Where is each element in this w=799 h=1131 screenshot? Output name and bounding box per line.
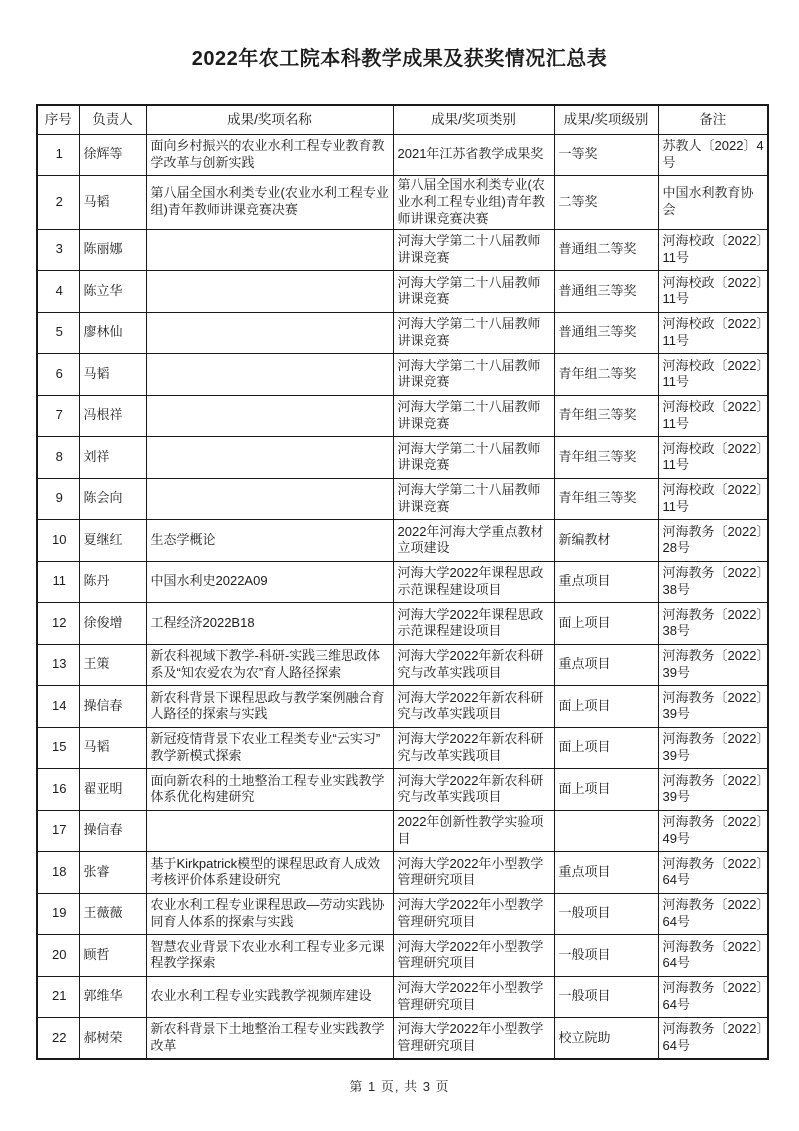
awards-table	[36, 104, 769, 1060]
cell-note: 中国水利教育协会	[658, 176, 768, 230]
cell-category: 河海大学第二十八届教师讲课竞赛	[393, 312, 554, 354]
cell-category: 2021年江苏省教学成果奖	[393, 134, 554, 176]
cell-index: 19	[37, 893, 79, 935]
cell-name: 新冠疫情背景下农业工程类专业“云实习”教学新模式探索	[146, 727, 393, 769]
table-row	[37, 810, 768, 852]
cell-person: 顾哲	[79, 935, 146, 977]
cell-person: 操信春	[79, 810, 146, 852]
cell-note: 河海教务〔2022〕39号	[658, 727, 768, 769]
cell-index: 1	[37, 134, 79, 176]
cell-note: 河海校政〔2022〕11号	[658, 395, 768, 437]
cell-level: 普通组三等奖	[554, 312, 658, 354]
cell-name: 新农科视域下教学-科研-实践三维思政体系及“知农爱农为农”育人路径探索	[146, 644, 393, 686]
cell-note: 河海校政〔2022〕11号	[658, 229, 768, 271]
cell-level: 一般项目	[554, 976, 658, 1018]
cell-person: 陈立华	[79, 271, 146, 313]
cell-note: 河海校政〔2022〕11号	[658, 478, 768, 520]
cell-person: 郭维华	[79, 976, 146, 1018]
cell-name	[146, 478, 393, 520]
cell-name	[146, 395, 393, 437]
cell-name: 新农科背景下土地整治工程专业实践教学改革	[146, 1018, 393, 1060]
cell-category: 河海大学第二十八届教师讲课竞赛	[393, 395, 554, 437]
table-row	[37, 478, 768, 520]
table-row	[37, 354, 768, 396]
col-header-level: 成果/奖项级别	[554, 105, 658, 134]
cell-name: 新农科背景下课程思政与教学案例融合育人路径的探索与实践	[146, 686, 393, 728]
cell-level: 一般项目	[554, 893, 658, 935]
cell-category: 河海大学2022年新农科研究与改革实践项目	[393, 769, 554, 811]
cell-category: 河海大学第二十八届教师讲课竞赛	[393, 437, 554, 479]
cell-index: 13	[37, 644, 79, 686]
table-row	[37, 686, 768, 728]
cell-note: 河海教务〔2022〕64号	[658, 1018, 768, 1060]
cell-category: 河海大学2022年新农科研究与改革实践项目	[393, 686, 554, 728]
col-header-category: 成果/奖项类别	[393, 105, 554, 134]
cell-name	[146, 229, 393, 271]
cell-person: 廖林仙	[79, 312, 146, 354]
cell-index: 4	[37, 271, 79, 313]
cell-note: 河海教务〔2022〕38号	[658, 603, 768, 645]
cell-name	[146, 437, 393, 479]
cell-name: 农业水利工程专业课程思政—劳动实践协同育人体系的探索与实践	[146, 893, 393, 935]
cell-level: 青年组三等奖	[554, 395, 658, 437]
cell-name: 面向新农科的土地整治工程专业实践教学体系优化构建研究	[146, 769, 393, 811]
cell-category: 2022年河海大学重点教材立项建设	[393, 520, 554, 562]
table-row	[37, 312, 768, 354]
cell-person: 马韬	[79, 354, 146, 396]
table-row	[37, 437, 768, 479]
cell-note: 河海校政〔2022〕11号	[658, 312, 768, 354]
cell-level: 一等奖	[554, 134, 658, 176]
cell-level: 重点项目	[554, 852, 658, 894]
cell-name: 工程经济2022B18	[146, 603, 393, 645]
cell-person: 夏继红	[79, 520, 146, 562]
cell-category: 河海大学第二十八届教师讲课竞赛	[393, 354, 554, 396]
cell-category: 河海大学2022年小型教学管理研究项目	[393, 893, 554, 935]
table-row	[37, 603, 768, 645]
table-row	[37, 561, 768, 603]
cell-name	[146, 810, 393, 852]
cell-person: 王策	[79, 644, 146, 686]
table-row	[37, 271, 768, 313]
table-header	[37, 105, 768, 134]
cell-level: 面上项目	[554, 727, 658, 769]
cell-name	[146, 312, 393, 354]
cell-level: 面上项目	[554, 686, 658, 728]
cell-index: 12	[37, 603, 79, 645]
col-header-index: 序号	[37, 105, 79, 134]
cell-index: 15	[37, 727, 79, 769]
cell-name	[146, 354, 393, 396]
cell-note: 河海教务〔2022〕64号	[658, 976, 768, 1018]
cell-note: 河海教务〔2022〕64号	[658, 852, 768, 894]
cell-note: 河海校政〔2022〕11号	[658, 437, 768, 479]
cell-person: 张睿	[79, 852, 146, 894]
table-body	[37, 134, 768, 1059]
cell-index: 22	[37, 1018, 79, 1060]
cell-note: 河海教务〔2022〕38号	[658, 561, 768, 603]
cell-category: 河海大学2022年新农科研究与改革实践项目	[393, 644, 554, 686]
cell-level: 面上项目	[554, 603, 658, 645]
table-row	[37, 644, 768, 686]
cell-note: 河海教务〔2022〕49号	[658, 810, 768, 852]
header-row	[37, 105, 768, 134]
cell-name: 面向乡村振兴的农业水利工程专业教育教学改革与创新实践	[146, 134, 393, 176]
cell-category: 河海大学2022年小型教学管理研究项目	[393, 976, 554, 1018]
cell-name: 智慧农业背景下农业水利工程专业多元课程教学探索	[146, 935, 393, 977]
cell-person: 徐辉等	[79, 134, 146, 176]
cell-level: 青年组三等奖	[554, 478, 658, 520]
cell-person: 刘祥	[79, 437, 146, 479]
cell-index: 3	[37, 229, 79, 271]
cell-index: 10	[37, 520, 79, 562]
table-row	[37, 893, 768, 935]
cell-level: 面上项目	[554, 769, 658, 811]
cell-index: 8	[37, 437, 79, 479]
table-row	[37, 134, 768, 176]
cell-category: 河海大学2022年课程思政示范课程建设项目	[393, 603, 554, 645]
cell-name: 生态学概论	[146, 520, 393, 562]
cell-name: 基于Kirkpatrick模型的课程思政育人成效考核评价体系建设研究	[146, 852, 393, 894]
cell-person: 翟亚明	[79, 769, 146, 811]
cell-note: 河海教务〔2022〕39号	[658, 644, 768, 686]
cell-level: 重点项目	[554, 644, 658, 686]
table-row	[37, 520, 768, 562]
cell-note: 河海教务〔2022〕39号	[658, 769, 768, 811]
cell-level: 普通组三等奖	[554, 271, 658, 313]
table-row	[37, 176, 768, 230]
cell-category: 河海大学第二十八届教师讲课竞赛	[393, 478, 554, 520]
cell-name	[146, 271, 393, 313]
table-row	[37, 935, 768, 977]
cell-name: 中国水利史2022A09	[146, 561, 393, 603]
cell-category: 河海大学2022年课程思政示范课程建设项目	[393, 561, 554, 603]
cell-index: 17	[37, 810, 79, 852]
cell-level: 二等奖	[554, 176, 658, 230]
table-row	[37, 395, 768, 437]
cell-level	[554, 810, 658, 852]
cell-person: 徐俊增	[79, 603, 146, 645]
cell-index: 2	[37, 176, 79, 230]
cell-person: 马韬	[79, 176, 146, 230]
cell-name: 第八届全国水利类专业(农业水利工程专业组)青年教师讲课竞赛决赛	[146, 176, 393, 230]
cell-level: 新编教材	[554, 520, 658, 562]
cell-index: 18	[37, 852, 79, 894]
cell-level: 青年组二等奖	[554, 354, 658, 396]
cell-category: 河海大学2022年小型教学管理研究项目	[393, 852, 554, 894]
cell-index: 6	[37, 354, 79, 396]
cell-person: 马韬	[79, 727, 146, 769]
cell-index: 14	[37, 686, 79, 728]
col-header-note: 备注	[658, 105, 768, 134]
cell-index: 11	[37, 561, 79, 603]
cell-index: 20	[37, 935, 79, 977]
col-header-person: 负责人	[79, 105, 146, 134]
cell-note: 河海教务〔2022〕28号	[658, 520, 768, 562]
col-header-name: 成果/奖项名称	[146, 105, 393, 134]
table-row	[37, 727, 768, 769]
cell-category: 2022年创新性教学实验项目	[393, 810, 554, 852]
cell-note: 河海教务〔2022〕64号	[658, 893, 768, 935]
table-row	[37, 769, 768, 811]
cell-person: 陈会向	[79, 478, 146, 520]
cell-index: 5	[37, 312, 79, 354]
cell-person: 操信春	[79, 686, 146, 728]
cell-category: 河海大学2022年小型教学管理研究项目	[393, 935, 554, 977]
cell-category: 河海大学2022年新农科研究与改革实践项目	[393, 727, 554, 769]
cell-note: 河海校政〔2022〕11号	[658, 354, 768, 396]
cell-level: 一般项目	[554, 935, 658, 977]
table-row	[37, 229, 768, 271]
cell-note: 河海教务〔2022〕64号	[658, 935, 768, 977]
page-title: 2022年农工院本科教学成果及获奖情况汇总表	[191, 48, 608, 70]
cell-category: 第八届全国水利类专业(农业水利工程专业组)青年教师讲课竞赛决赛	[393, 176, 554, 230]
cell-note: 河海教务〔2022〕39号	[658, 686, 768, 728]
cell-category: 河海大学第二十八届教师讲课竞赛	[393, 271, 554, 313]
cell-name: 农业水利工程专业实践教学视频库建设	[146, 976, 393, 1018]
table-row	[37, 1018, 768, 1060]
cell-index: 21	[37, 976, 79, 1018]
cell-index: 16	[37, 769, 79, 811]
cell-category: 河海大学第二十八届教师讲课竞赛	[393, 229, 554, 271]
cell-person: 陈丽娜	[79, 229, 146, 271]
cell-person: 郝树荣	[79, 1018, 146, 1060]
cell-index: 7	[37, 395, 79, 437]
cell-level: 校立院助	[554, 1018, 658, 1060]
table-row	[37, 852, 768, 894]
cell-person: 王薇薇	[79, 893, 146, 935]
page-footer: 第 1 页, 共 3 页	[349, 1079, 450, 1094]
cell-person: 冯根祥	[79, 395, 146, 437]
cell-note: 河海校政〔2022〕11号	[658, 271, 768, 313]
cell-level: 青年组三等奖	[554, 437, 658, 479]
cell-level: 普通组二等奖	[554, 229, 658, 271]
cell-category: 河海大学2022年小型教学管理研究项目	[393, 1018, 554, 1060]
table-row	[37, 976, 768, 1018]
cell-person: 陈丹	[79, 561, 146, 603]
cell-level: 重点项目	[554, 561, 658, 603]
cell-index: 9	[37, 478, 79, 520]
cell-note: 苏教人〔2022〕4号	[658, 134, 768, 176]
